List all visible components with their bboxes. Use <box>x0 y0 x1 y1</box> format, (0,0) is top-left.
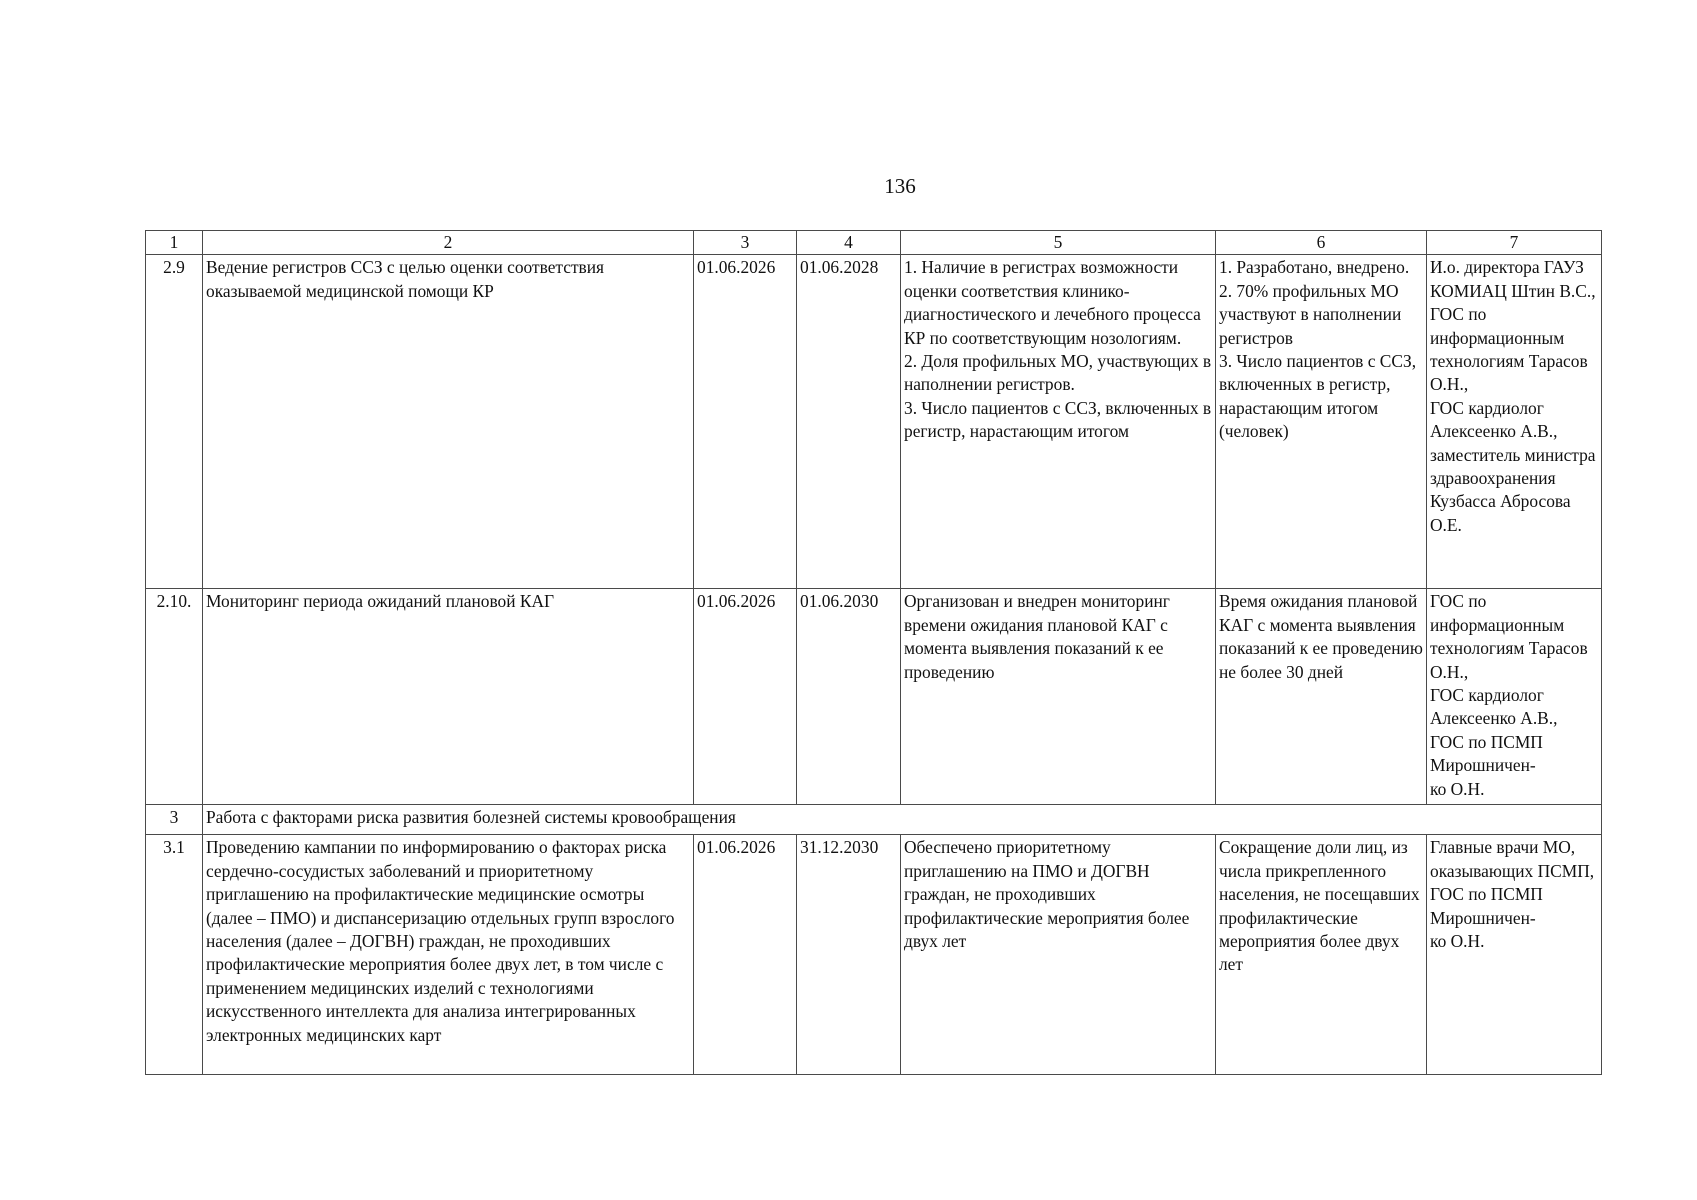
table-row <box>146 589 1602 805</box>
header-cell: 1 <box>146 231 203 255</box>
start-date: 01.06.2026 <box>694 255 797 589</box>
start-date: 01.06.2026 <box>694 589 797 805</box>
row-number: 2.10. <box>146 589 203 805</box>
header-cell: 7 <box>1427 231 1602 255</box>
page-number: 136 <box>884 174 916 198</box>
header-cell: 4 <box>797 231 901 255</box>
activity-name: Ведение регистров ССЗ с целью оценки соответствия оказываемой медицинской помощи КР <box>203 255 694 589</box>
row-number: 3.1 <box>146 835 203 1075</box>
end-date: 31.12.2030 <box>797 835 901 1075</box>
expected-result: 1. Разработано, внедрено. 2. 70% профильных МО участвуют в наполнении регистров 3. Число пациентов с ССЗ, включенных в регистр, нарастающим итогом (человек) <box>1216 255 1427 589</box>
header-cell: 6 <box>1216 231 1427 255</box>
expected-result: Сокращение доли лиц, из числа прикрепленного населения, не посещавших профилактические мероприятия более двух лет <box>1216 835 1427 1075</box>
responsible-persons: Главные врачи МО, оказывающих ПСМП, ГОС по ПСМП Мирошничен- ко О.Н. <box>1427 835 1602 1075</box>
activity-description: 1. Наличие в регистрах возможности оценки соответствия клинико-диагностического и лечебного процесса КР по соответствующим нозологиям. 2. Доля профильных МО, участвующих в наполнении регистров. 3. Число пациентов с ССЗ, включенных в регистр, нарастающим итогом <box>901 255 1216 589</box>
action-plan-table <box>145 230 1602 1075</box>
activity-name: Мониторинг периода ожиданий плановой КАГ <box>203 589 694 805</box>
table-row <box>146 835 1602 1075</box>
header-cell: 2 <box>203 231 694 255</box>
activity-description: Обеспечено приоритетному приглашению на ПМО и ДОГВН граждан, не проходивших профилактические мероприятия более двух лет <box>901 835 1216 1075</box>
end-date: 01.06.2030 <box>797 589 901 805</box>
row-number: 2.9 <box>146 255 203 589</box>
header-cell: 5 <box>901 231 1216 255</box>
header-cell: 3 <box>694 231 797 255</box>
table-row <box>146 255 1602 589</box>
section-title: Работа с факторами риска развития болезней системы кровообращения <box>203 805 1602 835</box>
section-row <box>146 805 1602 835</box>
section-number: 3 <box>146 805 203 835</box>
responsible-persons: И.о. директора ГАУЗ КОМИАЦ Штин В.С., ГОС по информационным технологиям Тарасов О.Н., ГОС кардиолог Алексеенко А.В., заместитель министра здравоохранения Кузбасса Абросова О.Е. <box>1427 255 1602 589</box>
activity-name: Проведению кампании по информированию о факторах риска сердечно-сосудистых заболеваний и приоритетному приглашению на профилактические медицинские осмотры (далее – ПМО) и диспансеризацию отдельных групп взрослого населения (далее – ДОГВН) граждан, не проходивших профилактические мероприятия более двух лет, в том числе с применением медицинских изделий с технологиями искусственного интеллекта для анализа интегрированных электронных медицинских карт <box>203 835 694 1075</box>
end-date: 01.06.2028 <box>797 255 901 589</box>
start-date: 01.06.2026 <box>694 835 797 1075</box>
table-header-row <box>146 231 1602 255</box>
responsible-persons: ГОС по информационным технологиям Тарасов О.Н., ГОС кардиолог Алексеенко А.В., ГОС по ПСМП Мирошничен- ко О.Н. <box>1427 589 1602 805</box>
activity-description: Организован и внедрен мониторинг времени ожидания плановой КАГ с момента выявления показаний к ее проведению <box>901 589 1216 805</box>
expected-result: Время ожидания плановой КАГ с момента выявления показаний к ее проведению не более 30 дней <box>1216 589 1427 805</box>
